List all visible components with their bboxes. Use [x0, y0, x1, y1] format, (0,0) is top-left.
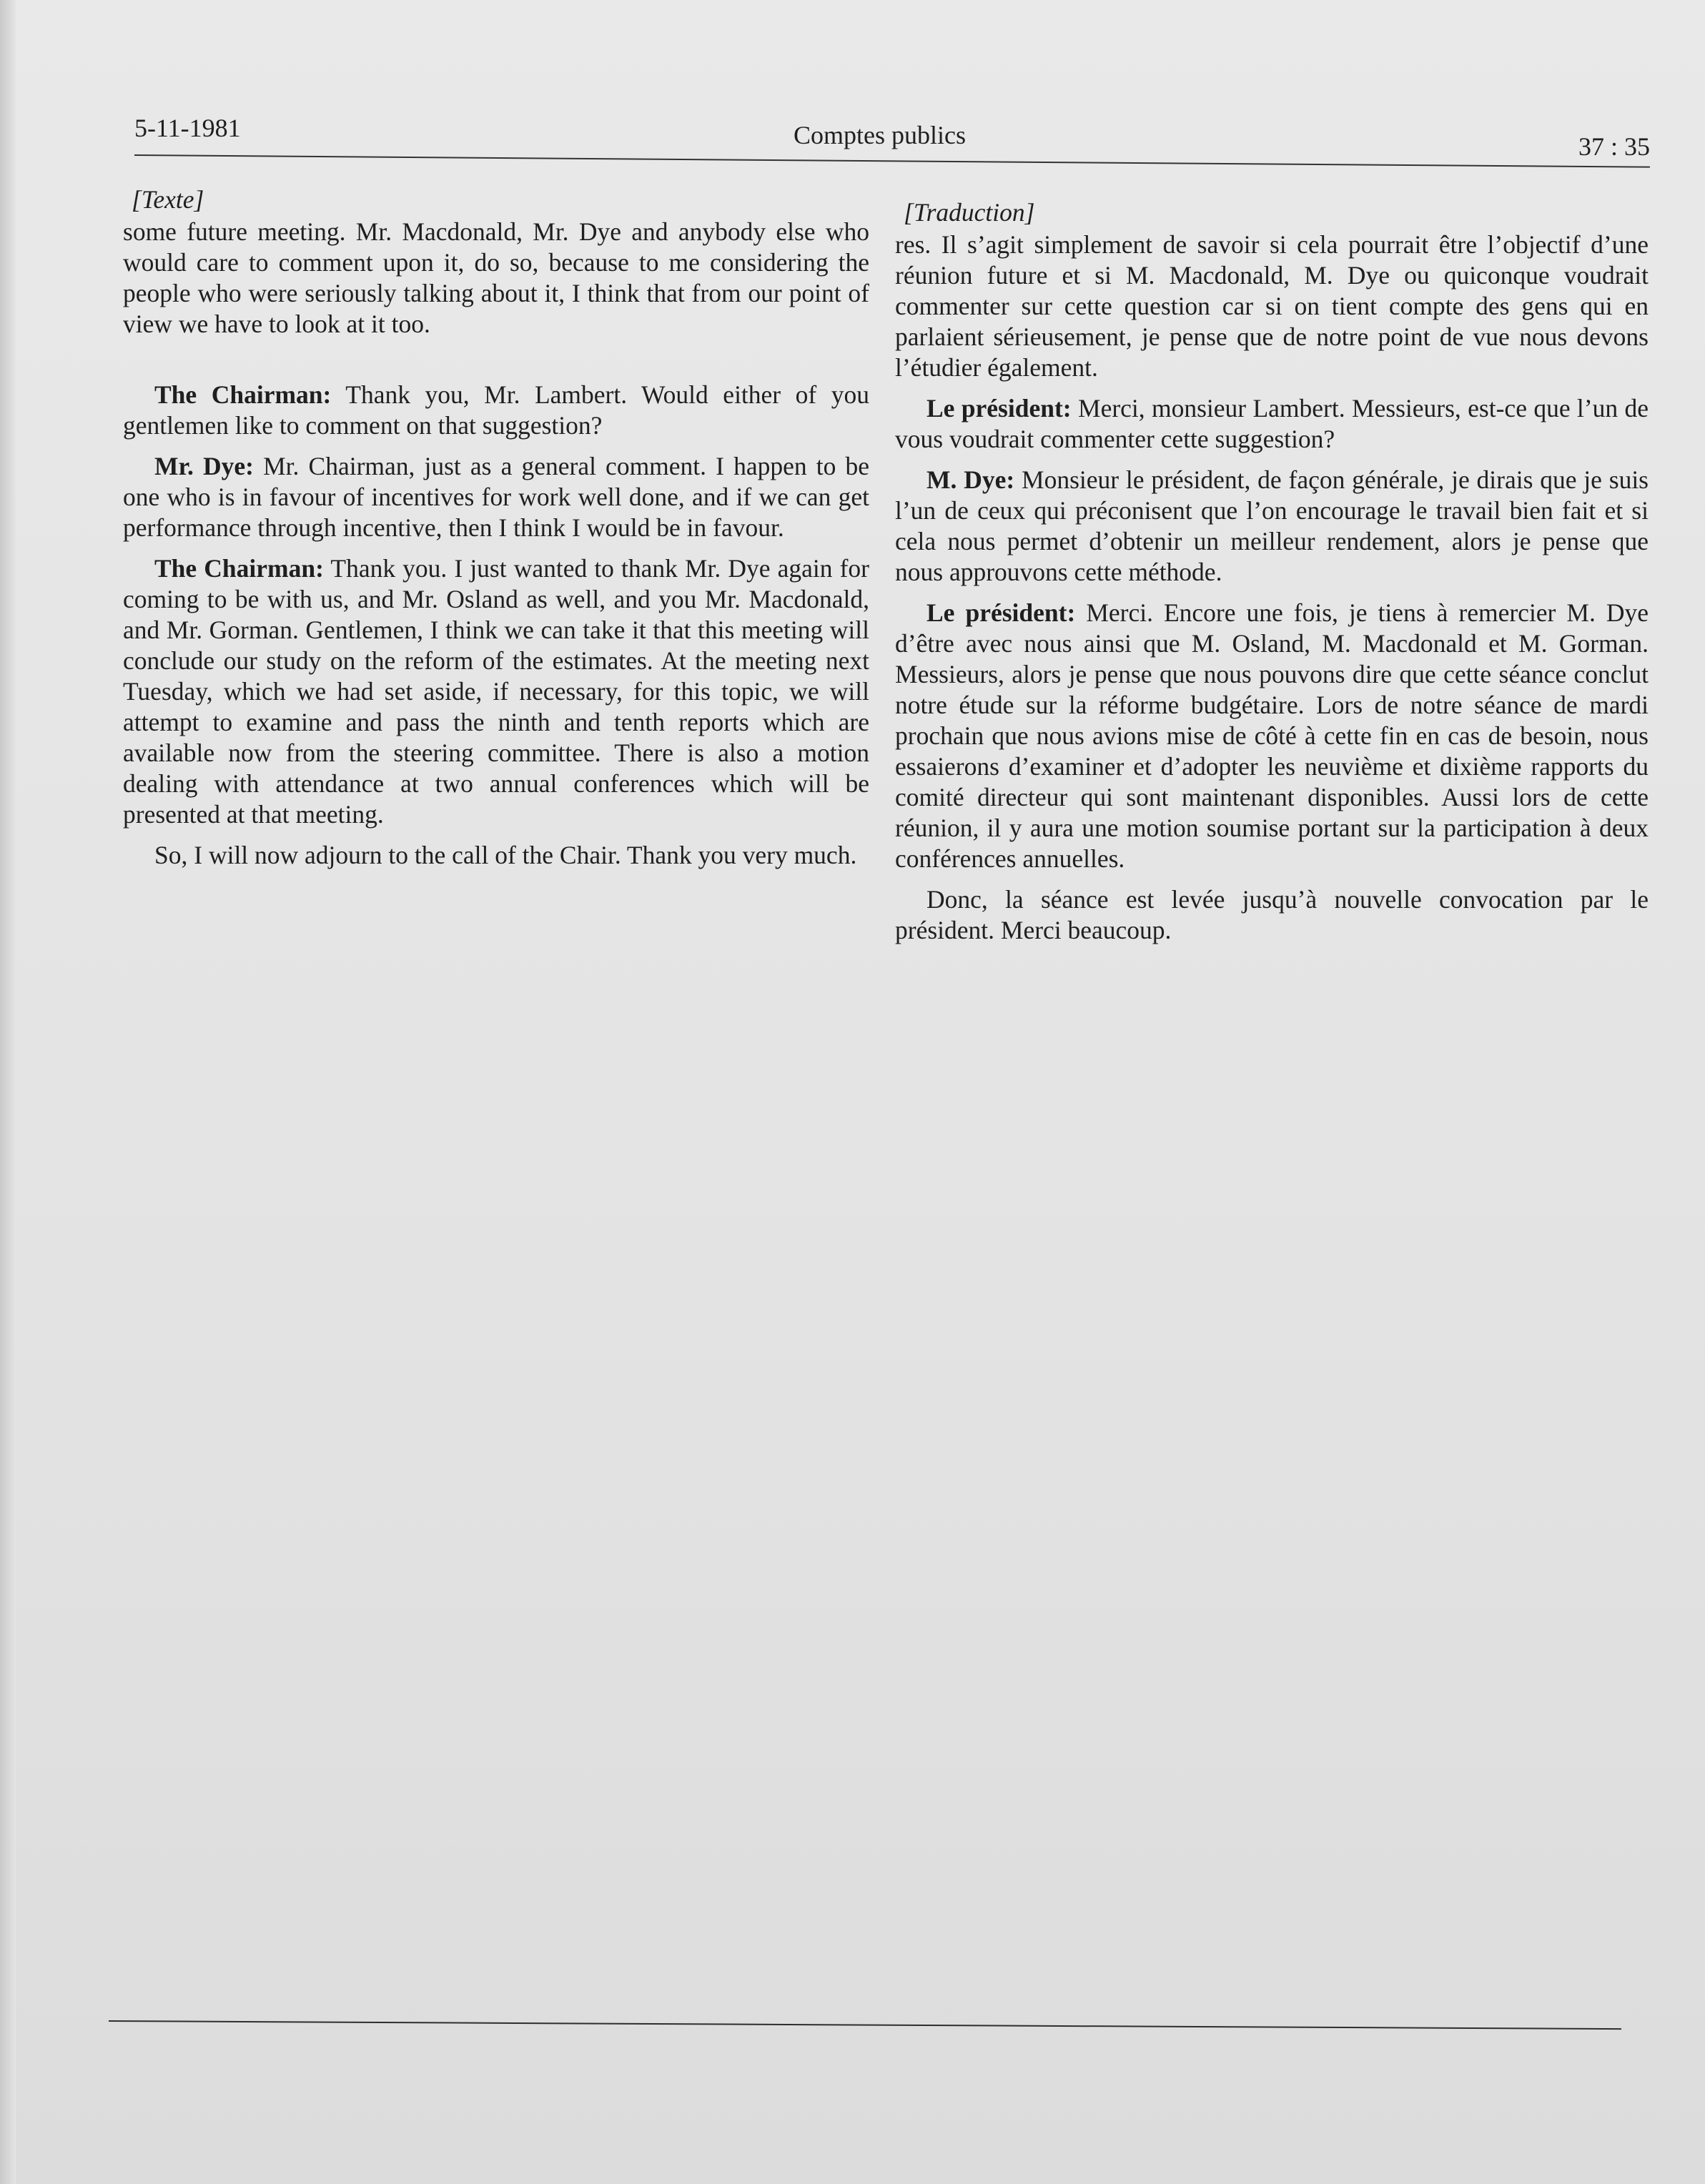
- speaker-name: The Chairman:: [154, 554, 324, 583]
- language-label: [Traduction]: [904, 198, 1035, 227]
- paragraph-text: Monsieur le président, de façon générale, je dirais que je suis l’un de ceux qui préconisent que l’on encourage le travail bien fait et si cela nous permet d’obtenir un meilleur rendement, alors je pense que nous approuvons cette méthode.: [895, 465, 1649, 586]
- speaker-name: M. Dye:: [926, 465, 1015, 494]
- paragraph-text: Thank you, Mr. Lambert. Would either of you gentlemen like to comment on that suggestion?: [123, 380, 870, 440]
- paragraph-text: Merci, monsieur Lambert. Messieurs, est-ce que l’un de vous voudrait commenter cette suggestion?: [895, 394, 1649, 453]
- french-column: [895, 197, 1649, 946]
- paragraph: [895, 598, 1649, 874]
- language-label: [Texte]: [132, 185, 204, 214]
- paragraph: [123, 553, 869, 830]
- footer-rule: [109, 2020, 1621, 2030]
- paragraph: [895, 393, 1649, 455]
- paragraph: [123, 451, 869, 543]
- paragraph-text: res. Il s’agit simplement de savoir si cela pourrait être l’objectif d’une réunion future et si M. Macdonald, M. Dye ou quiconque voudrait commenter sur cette question car si on tient compte des gens qui en parlaient sérieusement, je pense que de notre point de vue nous devons l’étudier également.: [895, 230, 1649, 382]
- speaker-name: The Chairman:: [154, 380, 332, 409]
- header-date: 5-11-1981: [134, 114, 241, 142]
- paragraph-text: some future meeting. Mr. Macdonald, Mr. Dye and anybody else who would care to comment upon it, do so, because to me considering the people who were seriously talking about it, I think that from our point of view we have to look at it too.: [123, 217, 869, 338]
- paragraph-text: Thank you. I just wanted to thank Mr. Dye again for coming to be with us, and Mr. Osland as well, and you Mr. Macdonald, and Mr. Gorman. Gentlemen, I think we can take it that this meeting will conclude our study on the reform of the estimates. At the meeting next Tuesday, which we had set aside, if necessary, for this topic, we will attempt to examine and pass the ninth and tenth reports which are available now from the steering committee. There is also a motion dealing with attendance at two annual conferences which will be presented at that meeting.: [123, 554, 869, 829]
- paragraph: [123, 380, 869, 441]
- speaker-name: Mr. Dye:: [154, 452, 254, 480]
- paragraph-text: Merci. Encore une fois, je tiens à remercier M. Dye d’être avec nous ainsi que M. Osland, M. Macdonald et M. Gorman. Messieurs, alors je pense que nous pouvons dire que cette séance conclut notre étude sur la réforme budgétaire. Lors de notre séance de mardi prochain que nous avions mise de côté à cette fin en cas de besoin, nous essaierons d’examiner et d’adopter les neuvième et dixième rapports du comité directeur qui sont maintenant disponibles. Aussi lors de cette réunion, il y aura une motion soumise portant sur la participation à deux conférences annuelles.: [895, 598, 1649, 873]
- language-label-text: Traduction: [913, 198, 1025, 227]
- paragraph: [123, 217, 869, 340]
- header-page-number: 37 : 35: [1578, 132, 1650, 161]
- speaker-name: Le président:: [926, 394, 1072, 423]
- speaker-name: Le président:: [926, 598, 1076, 627]
- paragraph-text: So, I will now adjourn to the call of the Chair. Thank you very much.: [154, 841, 857, 869]
- paragraph: [895, 465, 1649, 588]
- page-header: [134, 107, 1650, 166]
- paragraph: [895, 229, 1649, 383]
- paragraph: [895, 884, 1649, 946]
- header-title: Comptes publics: [794, 121, 966, 149]
- language-label-text: Texte: [141, 185, 194, 214]
- header-rule: [134, 154, 1650, 168]
- paragraph-text: Donc, la séance est levée jusqu’à nouvelle convocation par le président. Merci beaucoup.: [895, 885, 1649, 944]
- english-column: [123, 184, 869, 871]
- paragraph: [123, 840, 869, 871]
- page-edge-shadow: [0, 0, 16, 2184]
- paragraph-text: Mr. Chairman, just as a general comment. I happen to be one who is in favour of incentives for work well done, and if we can get performance through incentive, then I think I would be in favour.: [123, 452, 869, 542]
